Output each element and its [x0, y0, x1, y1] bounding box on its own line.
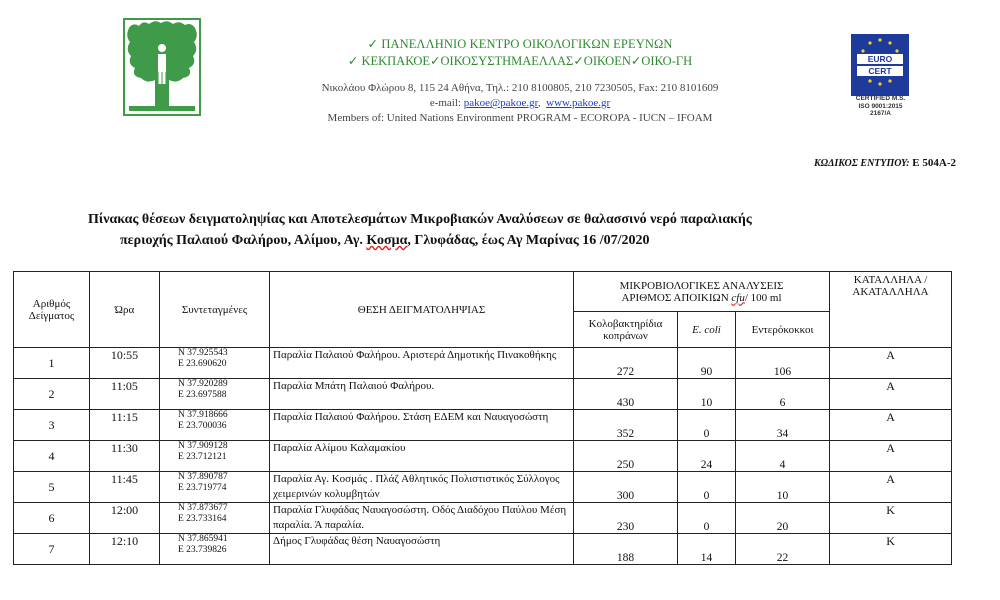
svg-text:EURO: EURO [867, 54, 893, 64]
cell-sample-no: 6 [14, 503, 90, 534]
coord-lon: E 23.719774 [178, 483, 227, 493]
cell-suitability: A [830, 410, 952, 441]
header-coords: Συντεταγμένες [160, 272, 270, 348]
cell-coords [160, 441, 270, 472]
coord-lon: E 23.733164 [178, 514, 227, 524]
cell-ecoli: 24 [678, 441, 736, 472]
cell-coords [160, 503, 270, 534]
cell-ecoli: 0 [678, 410, 736, 441]
table-row [14, 410, 952, 441]
cell-suitability: A [830, 472, 952, 503]
cell-sample-no: 5 [14, 472, 90, 503]
cell-enterococci: 34 [736, 410, 830, 441]
coord-lat: N 37.920289 [178, 379, 228, 389]
svg-text:CERT: CERT [868, 66, 892, 76]
cell-location: Παραλία Γλυφάδας Ναυαγοσώστη. Οδός Διαδόχου Παύλου Μέση παραλία. Ά παραλία. [270, 503, 574, 534]
coord-lat: N 37.918666 [178, 410, 228, 420]
coord-lon: E 23.690620 [178, 359, 227, 369]
coord-lat: N 37.909128 [178, 441, 228, 451]
form-code [814, 157, 956, 169]
cell-coliforms: 300 [574, 472, 678, 503]
org-name-line2: ✓ ΚΕΚΠΑΚΟΕ✓ΟΙΚΟΣΥΣΤΗΜΑΕΛΛΑΣ✓ΟΙΚΟΕΝ✓ΟΙΚΟ-ΓΗ [347, 54, 693, 68]
cell-suitability: A [830, 348, 952, 379]
coord-lon: E 23.697588 [178, 390, 227, 400]
header-ecoli: E. coli [678, 312, 736, 348]
cell-suitability: K [830, 534, 952, 565]
table-row [14, 348, 952, 379]
cell-ecoli: 0 [678, 472, 736, 503]
header-location: ΘΕΣΗ ΔΕΙΓΜΑΤΟΛΗΨΙΑΣ [270, 272, 574, 348]
coord-lat: N 37.890787 [178, 472, 228, 482]
cell-coliforms: 250 [574, 441, 678, 472]
pakoe-logo [123, 18, 201, 116]
cell-location: Παραλία Μπάτη Παλαιού Φαλήρου. [270, 379, 574, 410]
cell-time: 11:45 [90, 472, 160, 503]
cell-enterococci: 20 [736, 503, 830, 534]
cell-coords [160, 410, 270, 441]
cell-location: Παραλία Παλαιού Φαλήρου. Στάση ΕΔΕΜ και Ναυαγοσώστη [270, 410, 574, 441]
cell-coords [160, 348, 270, 379]
table-row [14, 379, 952, 410]
cell-sample-no: 7 [14, 534, 90, 565]
header-sample-no: Αριθμός Δείγματος [14, 272, 90, 348]
cell-coliforms: 272 [574, 348, 678, 379]
cell-ecoli: 90 [678, 348, 736, 379]
coord-lat: N 37.925543 [178, 348, 228, 358]
email-link[interactable]: pakoe@pakoe.gr [463, 97, 538, 109]
cell-sample-no: 2 [14, 379, 90, 410]
cell-coords [160, 379, 270, 410]
coord-lon: E 23.739826 [178, 545, 227, 555]
cell-ecoli: 10 [678, 379, 736, 410]
form-code-value: Ε 504Α-2 [912, 157, 956, 169]
members-line: Members of: United Nations Environment PROGRAM - ECOROPA - IUCN – IFOAM [327, 112, 713, 124]
website-link[interactable]: www.pakoe.gr [546, 97, 611, 109]
results-table [13, 271, 952, 565]
cell-time: 12:10 [90, 534, 160, 565]
table-row [14, 472, 952, 503]
coord-lon: E 23.700036 [178, 421, 227, 431]
form-code-label: ΚΩΔΙΚΟΣ ΕΝΤΥΠΟΥ: [813, 158, 910, 169]
cell-coliforms: 230 [574, 503, 678, 534]
address-line: Νικολάου Φλώρου 8, 115 24 Αθήνα, Τηλ.: 210 8100805, 210 7230505, Fax: 210 8101609 [321, 82, 719, 94]
cell-location: Παραλία Παλαιού Φαλήρου. Αριστερά Δημοτικής Πινακοθήκης [270, 348, 574, 379]
cell-coliforms: 188 [574, 534, 678, 565]
coord-lon: E 23.712121 [178, 452, 227, 462]
org-name-line1: ✓ ΠΑΝΕΛΛΗΝΙΟ ΚΕΝΤΡΟ ΟΙΚΟΛΟΓΙΚΩΝ ΕΡΕΥΝΩΝ [367, 37, 673, 51]
header-suitability: ΚΑΤΑΛΛΗΛΑ / ΑΚΑΤΑΛΛΗΛΑ [830, 272, 952, 348]
cell-location: Δήμος Γλυφάδας θέση Ναυαγοσώστη [270, 534, 574, 565]
cell-sample-no: 3 [14, 410, 90, 441]
cell-suitability: A [830, 379, 952, 410]
header-enterococci: Εντερόκοκκοι [736, 312, 830, 348]
certification-text: CERTIFIED M.S. ISO 9001:2015 2167/A [855, 95, 906, 117]
cell-suitability: A [830, 441, 952, 472]
cell-coords [160, 534, 270, 565]
cell-sample-no: 4 [14, 441, 90, 472]
table-row [14, 534, 952, 565]
header-micro: ΜΙΚΡΟΒΙΟΛΟΓΙΚΕΣ ΑΝΑΛΥΣΕΙΣ ΑΡΙΘΜΟΣ ΑΠΟΙΚΙΩΝ cfu/ 100 ml [574, 272, 830, 312]
header-time: Ώρα [90, 272, 160, 348]
cell-coords [160, 472, 270, 503]
cell-sample-no: 1 [14, 348, 90, 379]
cell-coliforms: 430 [574, 379, 678, 410]
cell-time: 10:55 [90, 348, 160, 379]
coord-lat: N 37.865941 [178, 534, 228, 544]
contact-line: e-mail: pakoe@pakoe.gr, www.pakoe.gr [429, 97, 611, 109]
cell-coliforms: 352 [574, 410, 678, 441]
document-title-line1: Πίνακας θέσεων δειγματοληψίας και Αποτελεσμάτων Μικροβιακών Αναλύσεων σε θαλασσινό νερό παραλιακής [88, 212, 752, 227]
cell-time: 11:05 [90, 379, 160, 410]
email-label: e-mail: [429, 97, 461, 109]
document-title-line2: περιοχής Παλαιού Φαλήρου, Αλίμου, Αγ. Κοσμα, Γλυφάδας, έως Αγ Μαρίνας 16 /07/2020 [120, 233, 650, 248]
cell-suitability: K [830, 503, 952, 534]
cell-location: Παραλία Αγ. Κοσμάς . Πλάζ Αθλητικός Πολιστιστικός Σύλλογος χειμερινών κολυμβητών [270, 472, 574, 503]
table-row [14, 503, 952, 534]
cell-enterococci: 6 [736, 379, 830, 410]
cell-enterococci: 10 [736, 472, 830, 503]
cell-enterococci: 106 [736, 348, 830, 379]
coord-lat: N 37.873677 [178, 503, 228, 513]
cell-ecoli: 14 [678, 534, 736, 565]
cell-ecoli: 0 [678, 503, 736, 534]
cell-enterococci: 22 [736, 534, 830, 565]
cell-time: 11:15 [90, 410, 160, 441]
header-coliforms: Κολοβακτηρίδια κοπράνων [574, 312, 678, 348]
table-row [14, 441, 952, 472]
cell-enterococci: 4 [736, 441, 830, 472]
cell-time: 12:00 [90, 503, 160, 534]
cell-location: Παραλία Αλίμου Καλαμακίου [270, 441, 574, 472]
cell-time: 11:30 [90, 441, 160, 472]
